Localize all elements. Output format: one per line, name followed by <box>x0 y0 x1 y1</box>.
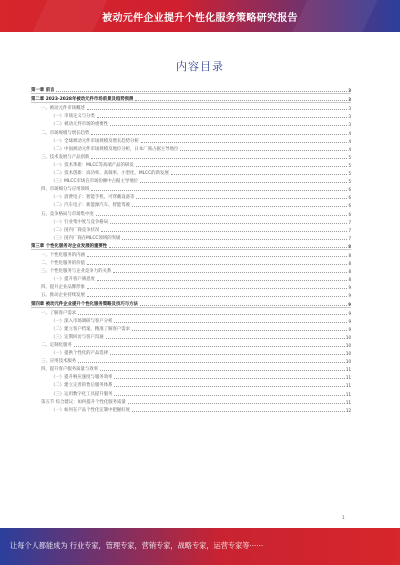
toc-entry-label: 第二章 2023-2028年被动元件市场前景及趋势预测 <box>31 97 134 103</box>
toc-entry-page: 4 <box>348 130 351 136</box>
toc-entry-page: 10 <box>345 343 351 348</box>
toc-entry-page: 10 <box>345 334 351 340</box>
toc-leader-dots <box>100 370 345 371</box>
toc-entry[interactable] <box>31 316 351 324</box>
toc-entry[interactable] <box>31 208 351 216</box>
toc-entry[interactable] <box>31 192 351 200</box>
toc-entry-page: 10 <box>345 359 351 365</box>
toc-entry-page: 3 <box>348 106 351 112</box>
toc-leader-dots <box>106 338 345 339</box>
toc-leader-dots <box>114 395 344 396</box>
toc-leader-dots <box>91 134 347 135</box>
toc-entry[interactable] <box>31 282 351 290</box>
toc-leader-dots <box>78 314 347 315</box>
toc-entry-label: （一）如何在产品个性化定制中把握好度 <box>51 407 131 413</box>
footer-banner <box>0 528 400 565</box>
toc-entry-label: 二、市场规模与增长趋势 <box>41 130 90 136</box>
toc-entry-page: 10 <box>345 351 351 357</box>
toc-entry-label: 一、被动元件市场概述 <box>41 106 85 112</box>
toc-entry-label: 五、推动企业持续发展 <box>41 293 85 299</box>
toc-leader-dots <box>128 403 345 404</box>
report-title: 被动元件企业提升个性化服务策略研究报告 <box>102 13 298 24</box>
toc-entry-label: （三）MLCC市场在市场份额中占据主导地位 <box>51 179 139 185</box>
toc-leader-dots <box>87 109 348 110</box>
toc-entry-label: （一）提升客户满意度 <box>51 277 95 283</box>
toc-leader-dots <box>97 117 348 118</box>
toc-leader-dots <box>132 206 347 207</box>
toc-entry-label: （一）全球被动元件市场规模及增长趋势分析 <box>51 138 139 144</box>
toc-leader-dots <box>110 125 347 126</box>
toc-entry-label: （三）国内厂商在MLCC领域的突破 <box>51 235 121 241</box>
toc-leader-dots <box>110 223 347 224</box>
toc-entry-page: 7 <box>348 219 351 225</box>
toc-entry-page: 8 <box>348 269 351 275</box>
toc-entry-label: （一）提升响应速度与服务效率 <box>51 375 113 381</box>
toc-entry[interactable] <box>31 364 351 372</box>
toc-entry-label: 第三章 个性化服务对企业发展的重要性 <box>31 243 108 249</box>
toc-entry-label: （一）市场定义与分类 <box>51 114 95 120</box>
toc-entry-label: （二）国内厂商竞争状况 <box>51 227 100 233</box>
toc-entry-label: （一）消费电子：智能手机、可穿戴设备等 <box>51 195 135 201</box>
toc-entry[interactable] <box>31 266 351 274</box>
toc-entry[interactable] <box>31 85 351 94</box>
toc-leader-dots <box>78 362 345 363</box>
toc-entry-page: 5 <box>348 154 351 160</box>
toc-entry-label: 四、提升企业品牌形象 <box>41 285 85 291</box>
toc-leader-dots <box>114 322 347 323</box>
toc-heading: 内容目录 <box>176 60 224 73</box>
toc-entry-page: 11 <box>345 391 351 397</box>
toc-leader-dots <box>140 305 347 306</box>
toc-entry-label: （三）运用数字化工具提升服务 <box>51 391 113 397</box>
toc-entry-page: 6 <box>348 195 351 201</box>
toc-leader-dots <box>180 150 347 151</box>
toc-entry[interactable] <box>31 94 351 103</box>
toc-leader-dots <box>113 272 347 273</box>
toc-entry-page: 9 <box>348 310 351 316</box>
toc-entry-label: 一、个性化服务的内涵 <box>41 252 85 258</box>
toc-entry[interactable] <box>31 160 351 168</box>
toc-entry-page: 11 <box>345 399 351 405</box>
toc-entry-page: 12 <box>345 407 351 413</box>
toc-entry[interactable] <box>31 380 351 388</box>
toc-entry[interactable] <box>31 324 351 332</box>
toc-leader-dots <box>171 174 348 175</box>
toc-entry[interactable] <box>31 111 351 119</box>
toc-entry[interactable] <box>31 290 351 298</box>
toc-entry-page: 3 <box>348 88 351 94</box>
toc-entry-page: 11 <box>345 367 351 373</box>
toc-entry-label: （二）被动元件市场的重要性 <box>51 122 109 128</box>
toc-entry-label: 三、应用技术服务 <box>41 359 77 365</box>
toc-entry-page: 3 <box>348 97 351 103</box>
toc-entry-page: 7 <box>348 235 351 241</box>
toc-entry[interactable] <box>31 388 351 396</box>
toc-entry[interactable] <box>31 397 351 405</box>
toc-leader-dots <box>140 182 347 183</box>
toc-leader-dots <box>132 330 347 331</box>
toc-entry-page: 6 <box>348 203 351 209</box>
toc-entry-page: 3 <box>348 122 351 128</box>
toc-entry-label: （一）提供个性化的产品选择 <box>51 351 109 357</box>
toc-entry-label: 四、市场细分与应用领域 <box>41 187 90 193</box>
toc-entry-page: 5 <box>348 179 351 185</box>
toc-entry-label: 二、个性化服务的价值 <box>41 261 85 267</box>
toc-leader-dots <box>87 256 348 257</box>
toc-leader-dots <box>91 158 347 159</box>
toc-leader-dots <box>122 239 347 240</box>
toc-entry-page: 9 <box>348 285 351 291</box>
toc-leader-dots <box>56 91 347 92</box>
toc-leader-dots <box>109 247 347 248</box>
toc-entry-page: 8 <box>348 277 351 283</box>
toc-entry[interactable] <box>31 258 351 266</box>
toc-entry-label: （二）中国被动元件市场规模及地位分析，日本厂商占据主导地位 <box>51 146 179 152</box>
toc-entry[interactable] <box>31 200 351 208</box>
toc-entry[interactable] <box>31 372 351 380</box>
toc-leader-dots <box>136 166 348 167</box>
toc-entry[interactable] <box>31 176 351 184</box>
toc-entry[interactable] <box>31 348 351 356</box>
toc-entry-page: 9 <box>348 301 351 307</box>
toc-entry-label: 三、个性化服务与企业竞争力的关系 <box>41 269 112 275</box>
toc-entry[interactable] <box>31 298 351 307</box>
footer-slogan: 让每个人都能成为 行业专家，管理专家，营销专家，战略专家，运营专家等······ <box>10 541 264 550</box>
toc-entry[interactable] <box>31 127 351 135</box>
toc-entry[interactable] <box>31 103 351 111</box>
toc-entry[interactable] <box>31 405 351 413</box>
toc-entry[interactable] <box>31 250 351 258</box>
toc-entry-page: 4 <box>348 146 351 152</box>
toc-entry[interactable] <box>31 152 351 160</box>
toc-leader-dots <box>101 231 347 232</box>
toc-entry-label: （一）行业集中度与竞争格局 <box>51 219 109 225</box>
toc-entry[interactable] <box>31 241 351 250</box>
toc-entry-label: 四、提升客户服务质量与效率 <box>41 367 99 373</box>
toc-entry-label: 第五节 综合建议：如何提升个性化服务质量 <box>41 399 126 405</box>
toc-entry-page: 11 <box>345 375 351 381</box>
toc-entry[interactable] <box>31 332 351 340</box>
toc-entry-page: 9 <box>348 318 351 324</box>
toc-entry-page: 6 <box>348 211 351 217</box>
toc-entry-label: （二）汽车电子：新能源汽车、智能驾驶 <box>51 203 131 209</box>
toc-entry-page: 9 <box>348 326 351 332</box>
header-banner <box>0 0 400 32</box>
toc-entry-page: 7 <box>348 227 351 233</box>
toc-entry[interactable] <box>31 356 351 364</box>
toc-leader-dots <box>135 100 347 101</box>
toc-leader-dots <box>97 280 348 281</box>
toc-entry-page: 6 <box>348 187 351 193</box>
table-of-contents <box>31 85 351 413</box>
toc-entry-label: 第一章 前言 <box>31 88 55 94</box>
toc-entry[interactable] <box>31 217 351 225</box>
toc-entry[interactable] <box>31 225 351 233</box>
toc-leader-dots <box>110 354 345 355</box>
toc-entry-label: （二）技术创新：高功率、高频率、小型化、MLCC的新发展 <box>51 171 169 177</box>
toc-entry-label: 第四章 被动元件企业提升个性化服务策略及技巧与方法 <box>31 301 138 307</box>
toc-entry-page: 4 <box>348 138 351 144</box>
toc-entry-label: 一、了解客户需求 <box>41 310 77 316</box>
toc-leader-dots <box>136 198 347 199</box>
toc-entry[interactable] <box>31 168 351 176</box>
toc-entry-label: （一）深入市场调研与客户分析 <box>51 318 113 324</box>
toc-leader-dots <box>74 346 345 347</box>
toc-entry[interactable] <box>31 233 351 241</box>
toc-entry-label: （二）建立客户档案，精准了解客户需求 <box>51 326 131 332</box>
toc-entry-page: 3 <box>348 114 351 120</box>
toc-leader-dots <box>114 378 344 379</box>
toc-entry-label: （一）技术革新：MLCC等高端产品的研发 <box>51 162 134 168</box>
toc-entry[interactable] <box>31 136 351 144</box>
toc-leader-dots <box>132 411 345 412</box>
toc-entry-page: 9 <box>348 293 351 299</box>
toc-entry-label: （三）定期回访与客户沟通 <box>51 334 104 340</box>
toc-entry-label: （二）建立完善的售后服务体系 <box>51 383 113 389</box>
toc-entry[interactable] <box>31 144 351 152</box>
toc-entry-page: 8 <box>348 243 351 249</box>
toc-entry[interactable] <box>31 308 351 316</box>
toc-entry-label: 三、技术发展与产品创新 <box>41 154 90 160</box>
toc-entry-label: 二、定制化服务 <box>41 343 72 348</box>
toc-entry-page: 5 <box>348 171 351 177</box>
toc-entry-page: 8 <box>348 252 351 258</box>
toc-leader-dots <box>87 264 348 265</box>
toc-leader-dots <box>87 288 348 289</box>
page-number: 1 <box>342 516 345 521</box>
toc-entry[interactable] <box>31 340 351 348</box>
toc-entry-page: 11 <box>345 383 351 389</box>
toc-entry-page: 8 <box>348 261 351 267</box>
toc-entry[interactable] <box>31 184 351 192</box>
toc-leader-dots <box>141 142 348 143</box>
toc-entry-label: 五、竞争格局与市场集中度 <box>41 211 94 217</box>
toc-entry[interactable] <box>31 274 351 282</box>
toc-leader-dots <box>91 190 347 191</box>
toc-entry[interactable] <box>31 119 351 127</box>
toc-leader-dots <box>114 386 344 387</box>
toc-leader-dots <box>96 215 348 216</box>
toc-leader-dots <box>87 296 348 297</box>
toc-entry-page: 5 <box>348 162 351 168</box>
